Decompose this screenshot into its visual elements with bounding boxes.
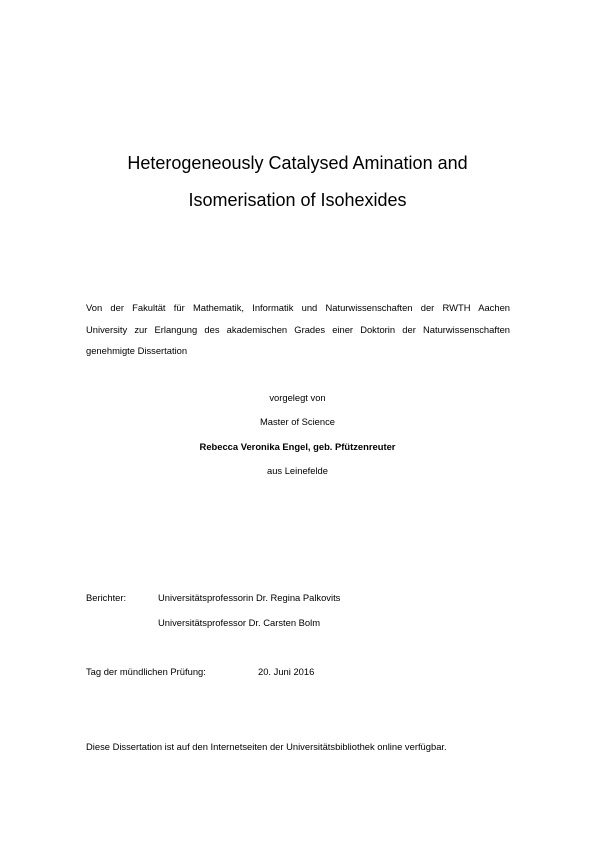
faculty-statement-line-2: University zur Erlangung des akademischen Grades einer Doktorin der Naturwissenschaften	[86, 324, 510, 335]
availability-note: Diese Dissertation ist auf den Internetseiten der Universitätsbibliothek online verfügbar.	[86, 741, 447, 752]
exam-date-value: 20. Juni 2016	[258, 666, 315, 677]
referee-second: Universitätsprofessor Dr. Carsten Bolm	[158, 617, 321, 628]
faculty-statement-line-1: Von der Fakultät für Mathematik, Informatik und Naturwissenschaften der RWTH Aachen	[86, 302, 510, 313]
title-line-1: Heterogeneously Catalysed Amination and	[127, 153, 468, 173]
exam-date-label: Tag der mündlichen Prüfung:	[86, 666, 206, 677]
presented-by-label: vorgelegt von	[269, 392, 326, 403]
author-name: Rebecca Veronika Engel, geb. Pfützenreuter	[199, 441, 396, 452]
author-origin: aus Leinefelde	[267, 465, 328, 476]
degree: Master of Science	[259, 416, 336, 427]
title-line-2: Isomerisation of Isohexides	[188, 190, 407, 210]
faculty-statement-line-3: genehmigte Dissertation	[86, 345, 188, 356]
referees-label: Berichter:	[86, 592, 127, 603]
referee-first: Universitätsprofessorin Dr. Regina Palkovits	[158, 592, 341, 603]
